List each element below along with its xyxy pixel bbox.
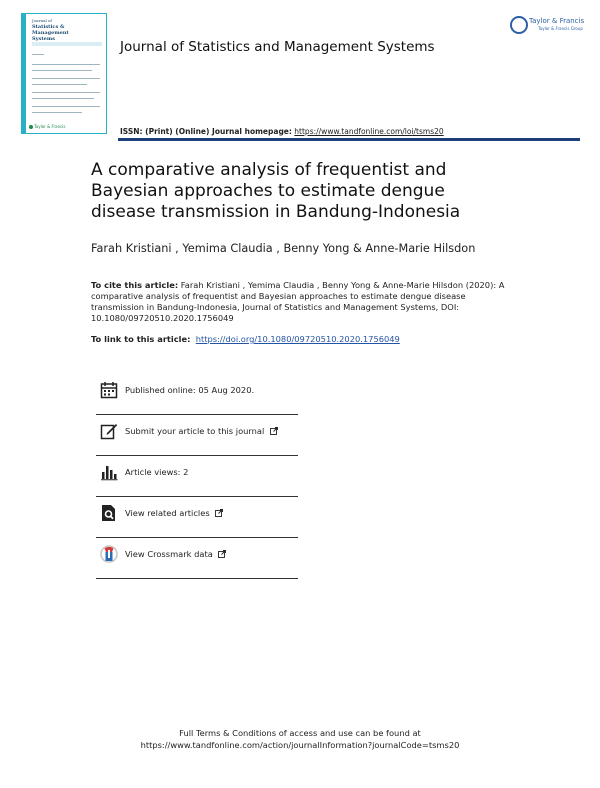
journal-homepage-link[interactable]: https://www.tandfonline.com/loi/tsms20 — [294, 127, 444, 136]
issn-line — [120, 127, 444, 136]
cover-band — [32, 42, 102, 46]
cover-text-line — [32, 98, 94, 99]
related-articles-label: View related articles — [125, 508, 210, 518]
publisher-logo-tagline: Taylor & Francis Group — [538, 26, 583, 31]
article-authors: Farah Kristiani , Yemima Claudia , Benny Yong & Anne-Marie Hilsdon — [91, 242, 476, 255]
article-views-row — [96, 455, 298, 497]
related-articles-link[interactable] — [125, 508, 223, 518]
citation-block — [91, 280, 521, 324]
article-link-line — [91, 334, 400, 344]
publisher-logo — [510, 14, 584, 44]
cover-text-line — [32, 84, 87, 85]
submit-article-label: Submit your article to this journal — [125, 426, 265, 436]
article-doi-link[interactable]: https://doi.org/10.1080/09720510.2020.1756049 — [195, 334, 400, 344]
crossmark-link[interactable] — [125, 549, 226, 559]
cover-title-line3: Management Systems — [32, 30, 69, 42]
cover-text-line — [32, 64, 100, 65]
submit-article-link[interactable] — [125, 426, 278, 436]
crossmark-icon — [100, 545, 118, 563]
cover-title-line1: Journal of — [32, 18, 52, 23]
article-title: A comparative analysis of frequentist and Bayesian approaches to estimate dengue disease transmission in Bandung-Indonesia — [91, 160, 461, 222]
cover-text-line — [32, 70, 92, 71]
citation-label: To cite this article: — [91, 280, 179, 290]
crossmark-label: View Crossmark data — [125, 549, 213, 559]
header-rule — [118, 138, 580, 141]
footer-terms-text: Full Terms & Conditions of access and use can be found at — [179, 728, 421, 738]
cover-text-line — [32, 54, 44, 55]
cover-text-line — [32, 106, 100, 107]
external-link-icon — [215, 509, 223, 517]
cover-text-line — [32, 92, 100, 93]
edit-icon — [100, 422, 118, 440]
footer-terms-link[interactable]: https://www.tandfonline.com/action/journalInformation?journalCode=tsms20 — [140, 740, 460, 750]
journal-title: Journal of Statistics and Management Systems — [120, 39, 435, 55]
bar-chart-icon — [100, 463, 118, 481]
journal-cover-image — [21, 13, 107, 134]
submit-article-row[interactable] — [96, 414, 298, 456]
cover-title-line2: Statistics & — [32, 24, 65, 30]
cover-publisher: Taylor & Francis — [34, 124, 66, 129]
issn-label: ISSN: (Print) (Online) Journal homepage: — [120, 127, 292, 136]
related-articles-icon — [100, 504, 118, 522]
publisher-ring-icon — [510, 16, 528, 34]
crossmark-row[interactable] — [96, 537, 298, 579]
citation-text: Farah Kristiani , Yemima Claudia , Benny Yong & Anne-Marie Hilsdon (2020): A comparative analysis of frequentist and Bayesian approaches to estimate dengue disease transmission in Bandung-Indonesia, Journal of Statistics and Management Systems, DOI: 10.1080/09720510.2020.1756049 — [91, 280, 505, 323]
external-link-icon — [270, 427, 278, 435]
related-articles-row[interactable] — [96, 496, 298, 538]
publisher-logo-name: Taylor & Francis — [529, 17, 585, 25]
cover-text-line — [32, 78, 100, 79]
cover-title — [32, 18, 92, 42]
footer — [0, 727, 600, 751]
calendar-icon — [100, 381, 118, 399]
article-views-count: Article views: 2 — [125, 467, 189, 477]
cover-text-line — [32, 112, 82, 113]
article-link-label: To link to this article: — [91, 334, 191, 344]
published-date: Published online: 05 Aug 2020. — [125, 385, 255, 395]
external-link-icon — [218, 550, 226, 558]
published-row — [96, 373, 298, 415]
publisher-logo-icon — [29, 125, 33, 129]
